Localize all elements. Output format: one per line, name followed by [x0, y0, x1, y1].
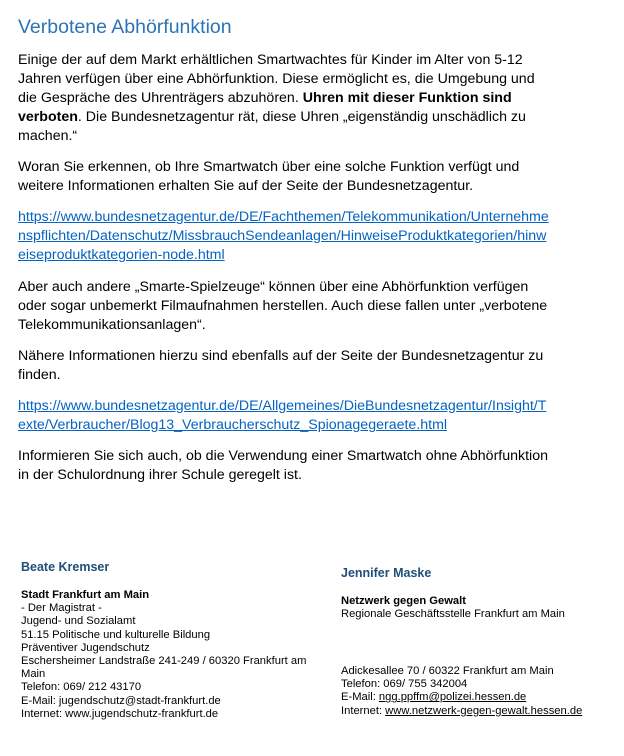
- link-bundesnetzagentur-produktkategorien[interactable]: https://www.bundesnetzagentur.de/DE/Fachthemen/Telekommunikation/Unternehme nspflichten/Datenschutz/MissbrauchSendeanlagen/HinweiseProduktkategorien/hinw eiseproduktkategorien-node.html: [18, 209, 549, 263]
- contact-left-name: Beate Kremser: [21, 560, 110, 574]
- contact-right-org: Netzwerk gegen Gewalt Regionale Geschäftsstelle Frankfurt am Main: [341, 595, 565, 621]
- paragraph-smart-toys: Aber auch andere „Smarte-Spielzeuge“ können über eine Abhörfunktion verfügen oder sogar unbemerkt Filmaufnahmen herstellen. Auch diese fallen unter „verbotene Telekommunikationsanlagen“.: [18, 279, 548, 333]
- link-bundesnetzagentur-blog[interactable]: https://www.bundesnetzagentur.de/DE/Allgemeines/DieBundesnetzagentur/Insight/T exte/Verbraucher/Blog13_Verbraucherschutz_Spionagegeraete.html: [18, 398, 547, 433]
- contact-right-internet-link[interactable]: www.netzwerk-gegen-gewalt.hessen.de: [385, 704, 583, 717]
- contact-right-email-link[interactable]: ngg.ppffm@polizei.hessen.de: [378, 691, 527, 704]
- paragraph-intro: Einige der auf dem Markt erhältlichen Smartwachtes für Kinder im Alter von 5-12 Jahren verfügen über eine Abhörfunktion. Diese ermöglicht es, die Umgebung und die Gespräche des Uhrenträgers abzuhören. Uhren mit dieser Funktion sind verboten. Die Bundesnetzagentur rät, diese Uhren „eigenständig unschädlich zu machen.“: [18, 52, 535, 144]
- paragraph-school-rules: Informieren Sie sich auch, ob die Verwendung einer Smartwatch ohne Abhörfunktion in der Schulordnung ihrer Schule geregelt ist.: [18, 448, 548, 483]
- contact-right-details: Adickesallee 70 / 60322 Frankfurt am Main Telefon: 069/ 755 342004 E-Mail: ngg.ppffm@polizei.hessen.de Internet: www.netzwerk-gegen-gewalt.hessen.de: [341, 665, 583, 717]
- paragraph-check-info: Woran Sie erkennen, ob Ihre Smartwatch über eine solche Funktion verfügt und weitere Informationen erhalten Sie auf der Seite der Bundesnetzagentur.: [18, 159, 520, 194]
- page-title: Verbotene Abhörfunktion: [18, 16, 232, 38]
- paragraph-more-info: Nähere Informationen hierzu sind ebenfalls auf der Seite der Bundesnetzagentur zu finden.: [18, 348, 544, 383]
- contact-left-details: Stadt Frankfurt am Main - Der Magistrat - Jugend- und Sozialamt 51.15 Politische und kulturelle Bildung Präventiver Jugendschutz Eschersheimer Landstraße 241-249 / 60320 Frankfurt am Main Telefon: 069/ 212 43170 E-Mail: jugendschutz@stadt-frankfurt.de Internet: www.jugendschutz-frankfurt.de: [21, 589, 307, 720]
- contact-right-name: Jennifer Maske: [341, 566, 432, 580]
